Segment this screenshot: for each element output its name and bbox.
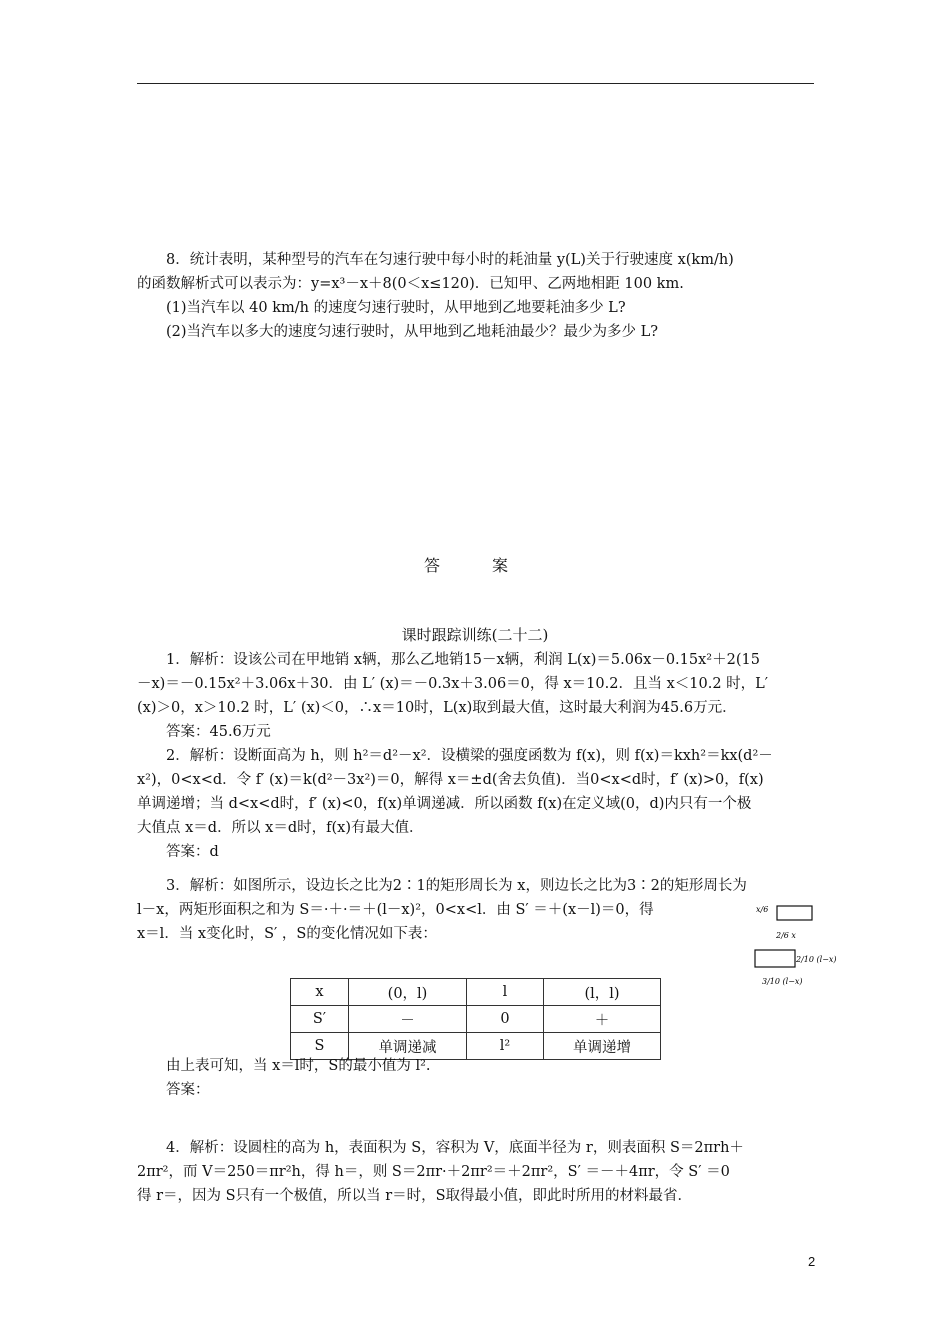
solution-2 xyxy=(137,744,814,864)
solution-4 xyxy=(137,1136,814,1208)
solution-3-after: 由上表可知，当 x＝l时，S的最小值为 l². xyxy=(166,1058,431,1074)
table-cell: (0，l) xyxy=(349,979,467,1006)
fig-label-3-10: 3/10 (l−x) xyxy=(762,977,803,986)
solution-2-line-2: x²)，0<x<d．令 f′ (x)＝k(d²－3x²)＝0，解得 x＝±d(舍去负值)．当0<x<d时，f′ (x)>0，f(x) xyxy=(137,772,764,788)
header-rule xyxy=(137,83,814,84)
solution-2-line-3: 单调递增；当 d<x<d时，f′ (x)<0，f(x)单调递减．所以函数 f(x)在定义域(0，d)内只有一个极 xyxy=(137,796,752,812)
page-number: 2 xyxy=(808,1254,816,1269)
table-cell: － xyxy=(349,1006,467,1033)
table-cell: 单调递减 xyxy=(349,1033,467,1060)
solution-2-line-1: 2．解析：设断面高为 h，则 h²＝d²－x²．设横梁的强度函数为 f(x)，则 f(x)＝kxh²＝kx(d²－ xyxy=(166,748,773,764)
solution-2-line-4: 大值点 x＝d．所以 x＝d时，f(x)有最大值． xyxy=(137,820,424,836)
solution-1-line-3: (x)＞0，x＞10.2 时，L′ (x)＜0，∴x＝10时，L(x)取到最大值，这时最大利润为45.6万元． xyxy=(137,700,737,716)
problem-8 xyxy=(137,248,814,344)
table-cell: x xyxy=(291,979,349,1006)
solution-4-line-1: 4．解析：设圆柱的高为 h，表面积为 S，容积为 V，底面半径为 r，则表面积 S＝2πrh＋ xyxy=(166,1140,744,1156)
fig-rect-large xyxy=(755,950,795,967)
solution-3-line-1: 3．解析：如图所示，设边长之比为2∶1的矩形周长为 x，则边长之比为3∶2的矩形周长为 xyxy=(166,878,747,894)
table-row xyxy=(291,979,661,1006)
solution-1-answer: 答案：45.6万元 xyxy=(166,724,271,740)
table-cell: l xyxy=(467,979,544,1006)
lesson-title: 课时跟踪训练(二十二) xyxy=(401,626,549,644)
solution-1-line-1: 1．解析：设该公司在甲地销 x辆，那么乙地销15－x辆，利润 L(x)＝5.06x－0.15x²＋2(15 xyxy=(166,652,760,668)
table-cell: S′ xyxy=(291,1006,349,1033)
solution-3-conclusion xyxy=(137,1054,814,1102)
solution-4-line-3: 得 r＝，因为 S只有一个极值，所以当 r＝时，S取得最小值，即此时所用的材料最省． xyxy=(137,1188,693,1204)
table-row xyxy=(291,1006,661,1033)
problem-8-line-2: 的函数解析式可以表示为：y=x³－x＋8(0＜x≤120)．已知甲、乙两地相距 100 km. xyxy=(137,276,684,292)
table-cell: (l，l) xyxy=(544,979,661,1006)
solution-3-line-2: l－x，两矩形面积之和为 S＝·＋·＝＋(l－x)²，0<x<l．由 S′ ＝＋(x－l)＝0，得 xyxy=(137,902,654,918)
fig-label-x-6: x/6 xyxy=(756,905,769,914)
table-cell: 0 xyxy=(467,1006,544,1033)
fig-label-2-6-x: 2/6 x xyxy=(776,931,796,940)
table-cell: 单调递增 xyxy=(544,1033,661,1060)
table-cell: l² xyxy=(467,1033,544,1060)
solution-1-line-2: －x)＝－0.15x²＋3.06x＋30．由 L′ (x)＝－0.3x＋3.06＝0，得 x＝10.2．且当 x＜10.2 时，L′ xyxy=(137,676,769,692)
solution-3-line-3: x＝l．当 x变化时，S′ ，S的变化情况如下表： xyxy=(137,926,437,942)
problem-8-part-1: (1)当汽车以 40 km/h 的速度匀速行驶时，从甲地到乙地要耗油多少 L? xyxy=(166,300,626,316)
table-cell: ＋ xyxy=(544,1006,661,1033)
variation-table xyxy=(290,978,661,1060)
solution-3 xyxy=(137,874,747,946)
answers-heading: 答 案 xyxy=(423,556,526,575)
solution-3-answer: 答案： xyxy=(166,1082,210,1098)
table-cell: S xyxy=(291,1033,349,1060)
solution-4-line-2: 2πr²，而 V＝250＝πr²h，得 h＝，则 S＝2πr·＋2πr²＝＋2πr²，S′ ＝－＋4πr，令 S′ ＝0 xyxy=(137,1164,730,1180)
problem-8-part-2: (2)当汽车以多大的速度匀速行驶时，从甲地到乙地耗油最少？最少为多少 L? xyxy=(166,324,659,340)
solution-1 xyxy=(137,648,814,744)
fig-label-2-10: 2/10 (l−x) xyxy=(796,955,837,964)
problem-8-line-1: 8．统计表明，某种型号的汽车在匀速行驶中每小时的耗油量 y(L)关于行驶速度 x(km/h) xyxy=(166,252,734,268)
fig-rect-small xyxy=(777,906,812,920)
solution-2-answer: 答案：d xyxy=(166,844,219,860)
rectangles-figure xyxy=(752,900,842,992)
